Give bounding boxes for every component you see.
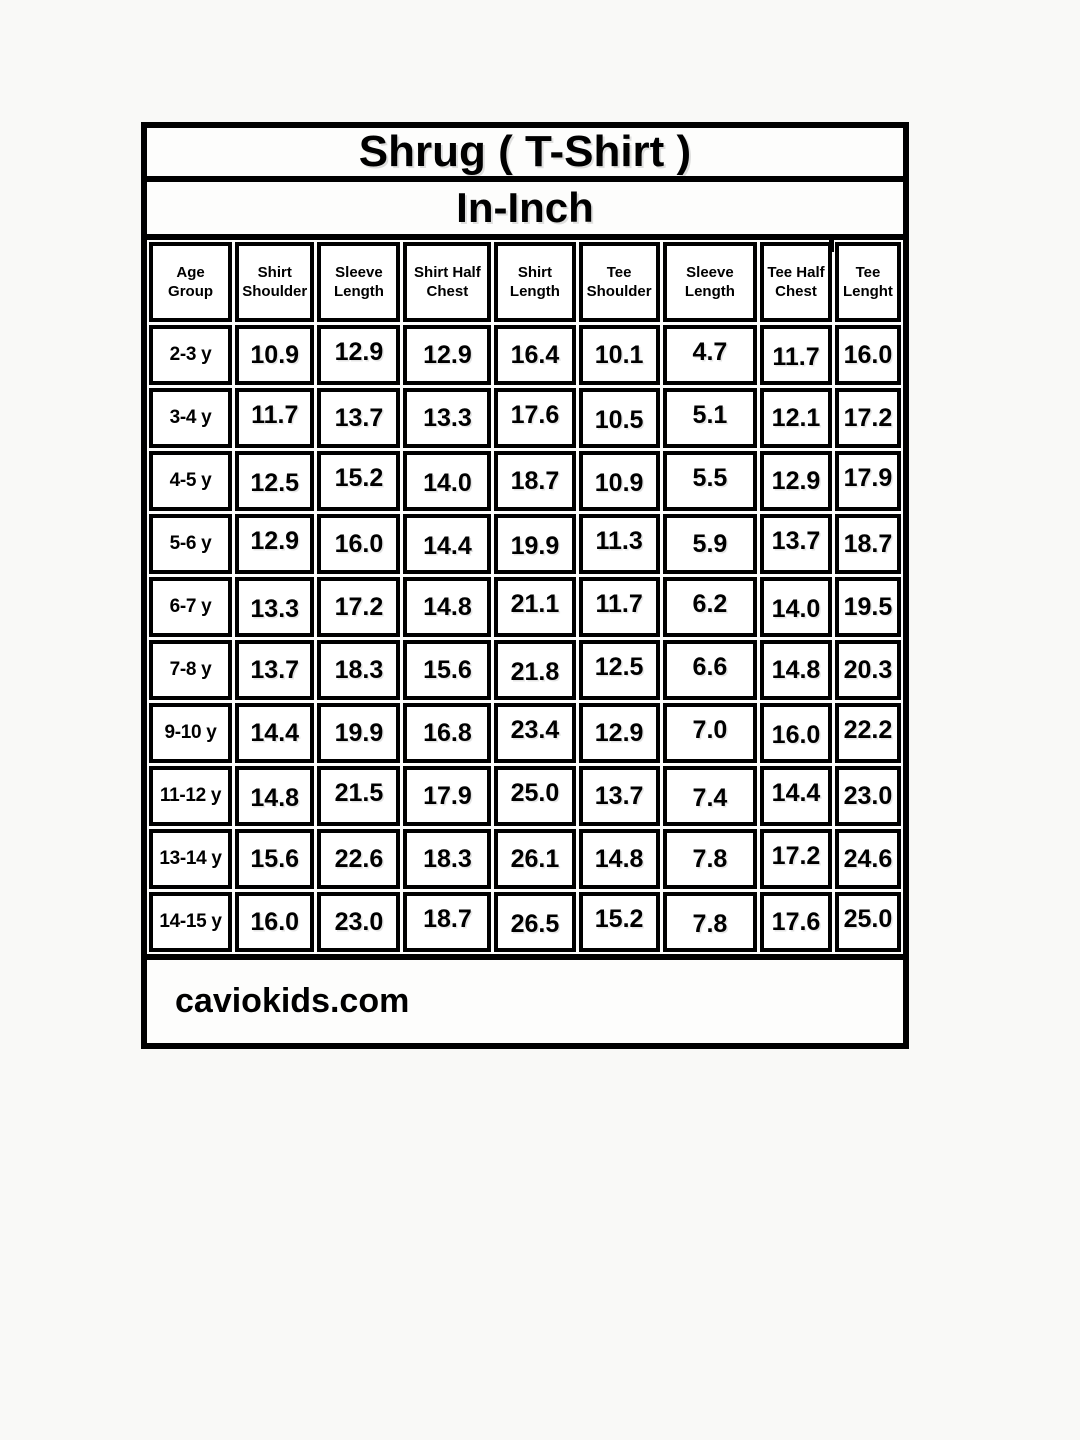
value-cell: 13.7 bbox=[317, 388, 400, 448]
value-cell: 16.4 bbox=[494, 325, 575, 385]
value-cell: 17.2 bbox=[835, 388, 901, 448]
value-cell: 19.9 bbox=[317, 703, 400, 763]
value-cell: 23.0 bbox=[317, 892, 400, 952]
value-cell: 15.2 bbox=[579, 892, 660, 952]
value-cell: 18.7 bbox=[835, 514, 901, 574]
column-header-tee-sleeve-length: Sleeve Length bbox=[663, 242, 757, 322]
value-cell: 20.3 bbox=[835, 640, 901, 700]
column-header-shirt-length: Shirt Length bbox=[494, 242, 575, 322]
age-group-cell: 11-12 y bbox=[149, 766, 232, 826]
value-cell: 21.1 bbox=[494, 577, 575, 637]
value-cell: 13.3 bbox=[235, 577, 314, 637]
value-cell: 16.0 bbox=[235, 892, 314, 952]
value-cell: 22.2 bbox=[835, 703, 901, 763]
value-cell: 12.1 bbox=[760, 388, 832, 448]
chart-title: Shrug ( T-Shirt ) bbox=[147, 128, 903, 182]
value-cell: 11.3 bbox=[579, 514, 660, 574]
value-cell: 18.7 bbox=[494, 451, 575, 511]
value-cell: 14.8 bbox=[579, 829, 660, 889]
value-cell: 12.9 bbox=[579, 703, 660, 763]
value-cell: 6.6 bbox=[663, 640, 757, 700]
value-cell: 4.7 bbox=[663, 325, 757, 385]
age-group-cell: 14-15 y bbox=[149, 892, 232, 952]
value-cell: 12.9 bbox=[403, 325, 491, 385]
value-cell: 11.7 bbox=[235, 388, 314, 448]
value-cell: 13.7 bbox=[235, 640, 314, 700]
value-cell: 10.5 bbox=[579, 388, 660, 448]
value-cell: 18.3 bbox=[403, 829, 491, 889]
value-cell: 7.0 bbox=[663, 703, 757, 763]
value-cell: 11.7 bbox=[760, 325, 832, 385]
value-cell: 5.5 bbox=[663, 451, 757, 511]
value-cell: 7.4 bbox=[663, 766, 757, 826]
value-cell: 14.8 bbox=[235, 766, 314, 826]
value-cell: 12.9 bbox=[760, 451, 832, 511]
age-group-cell: 6-7 y bbox=[149, 577, 232, 637]
value-cell: 19.5 bbox=[835, 577, 901, 637]
chart-subtitle: In-Inch bbox=[147, 182, 903, 240]
value-cell: 5.1 bbox=[663, 388, 757, 448]
value-cell: 14.8 bbox=[403, 577, 491, 637]
value-cell: 14.0 bbox=[403, 451, 491, 511]
age-group-cell: 9-10 y bbox=[149, 703, 232, 763]
value-cell: 17.9 bbox=[835, 451, 901, 511]
value-cell: 18.7 bbox=[403, 892, 491, 952]
value-cell: 15.2 bbox=[317, 451, 400, 511]
age-group-cell: 7-8 y bbox=[149, 640, 232, 700]
value-cell: 17.9 bbox=[403, 766, 491, 826]
value-cell: 17.2 bbox=[317, 577, 400, 637]
value-cell: 12.5 bbox=[579, 640, 660, 700]
value-cell: 24.6 bbox=[835, 829, 901, 889]
value-cell: 7.8 bbox=[663, 892, 757, 952]
value-cell: 14.4 bbox=[235, 703, 314, 763]
value-cell: 17.6 bbox=[760, 892, 832, 952]
value-cell: 12.9 bbox=[235, 514, 314, 574]
value-cell: 16.0 bbox=[317, 514, 400, 574]
value-cell: 16.0 bbox=[760, 703, 832, 763]
age-group-cell: 13-14 y bbox=[149, 829, 232, 889]
value-cell: 13.7 bbox=[760, 514, 832, 574]
measurements-grid bbox=[147, 240, 903, 954]
value-cell: 7.8 bbox=[663, 829, 757, 889]
value-cell: 16.0 bbox=[835, 325, 901, 385]
value-cell: 12.9 bbox=[317, 325, 400, 385]
column-header-age-group: Age Group bbox=[149, 242, 232, 322]
column-header-tee-half-chest: Tee Half Chest bbox=[760, 242, 832, 322]
footer-bar bbox=[147, 954, 903, 1043]
value-cell: 14.4 bbox=[760, 766, 832, 826]
value-cell: 23.4 bbox=[494, 703, 575, 763]
value-cell: 23.0 bbox=[835, 766, 901, 826]
column-header-tee-shoulder: Tee Shoulder bbox=[579, 242, 660, 322]
value-cell: 13.3 bbox=[403, 388, 491, 448]
age-group-cell: 5-6 y bbox=[149, 514, 232, 574]
value-cell: 17.6 bbox=[494, 388, 575, 448]
value-cell: 6.2 bbox=[663, 577, 757, 637]
age-group-cell: 4-5 y bbox=[149, 451, 232, 511]
value-cell: 14.4 bbox=[403, 514, 491, 574]
value-cell: 12.5 bbox=[235, 451, 314, 511]
value-cell: 19.9 bbox=[494, 514, 575, 574]
age-group-cell: 2-3 y bbox=[149, 325, 232, 385]
value-cell: 13.7 bbox=[579, 766, 660, 826]
size-chart-table bbox=[141, 122, 909, 1049]
value-cell: 21.5 bbox=[317, 766, 400, 826]
value-cell: 22.6 bbox=[317, 829, 400, 889]
value-cell: 14.0 bbox=[760, 577, 832, 637]
value-cell: 5.9 bbox=[663, 514, 757, 574]
value-cell: 25.0 bbox=[835, 892, 901, 952]
column-header-sleeve-length: Sleeve Length bbox=[317, 242, 400, 322]
value-cell: 21.8 bbox=[494, 640, 575, 700]
website-url: caviokids.com bbox=[175, 982, 410, 1020]
column-header-shirt-shoulder: Shirt Shoulder bbox=[235, 242, 314, 322]
value-cell: 14.8 bbox=[760, 640, 832, 700]
value-cell: 26.1 bbox=[494, 829, 575, 889]
column-header-tee-length: Tee Lenght bbox=[835, 242, 901, 322]
value-cell: 15.6 bbox=[235, 829, 314, 889]
value-cell: 17.2 bbox=[760, 829, 832, 889]
column-header-shirt-half-chest: Shirt Half Chest bbox=[403, 242, 491, 322]
value-cell: 18.3 bbox=[317, 640, 400, 700]
stray-mark bbox=[829, 238, 834, 252]
value-cell: 25.0 bbox=[494, 766, 575, 826]
age-group-cell: 3-4 y bbox=[149, 388, 232, 448]
value-cell: 16.8 bbox=[403, 703, 491, 763]
value-cell: 10.1 bbox=[579, 325, 660, 385]
value-cell: 10.9 bbox=[235, 325, 314, 385]
value-cell: 11.7 bbox=[579, 577, 660, 637]
value-cell: 26.5 bbox=[494, 892, 575, 952]
value-cell: 15.6 bbox=[403, 640, 491, 700]
value-cell: 10.9 bbox=[579, 451, 660, 511]
